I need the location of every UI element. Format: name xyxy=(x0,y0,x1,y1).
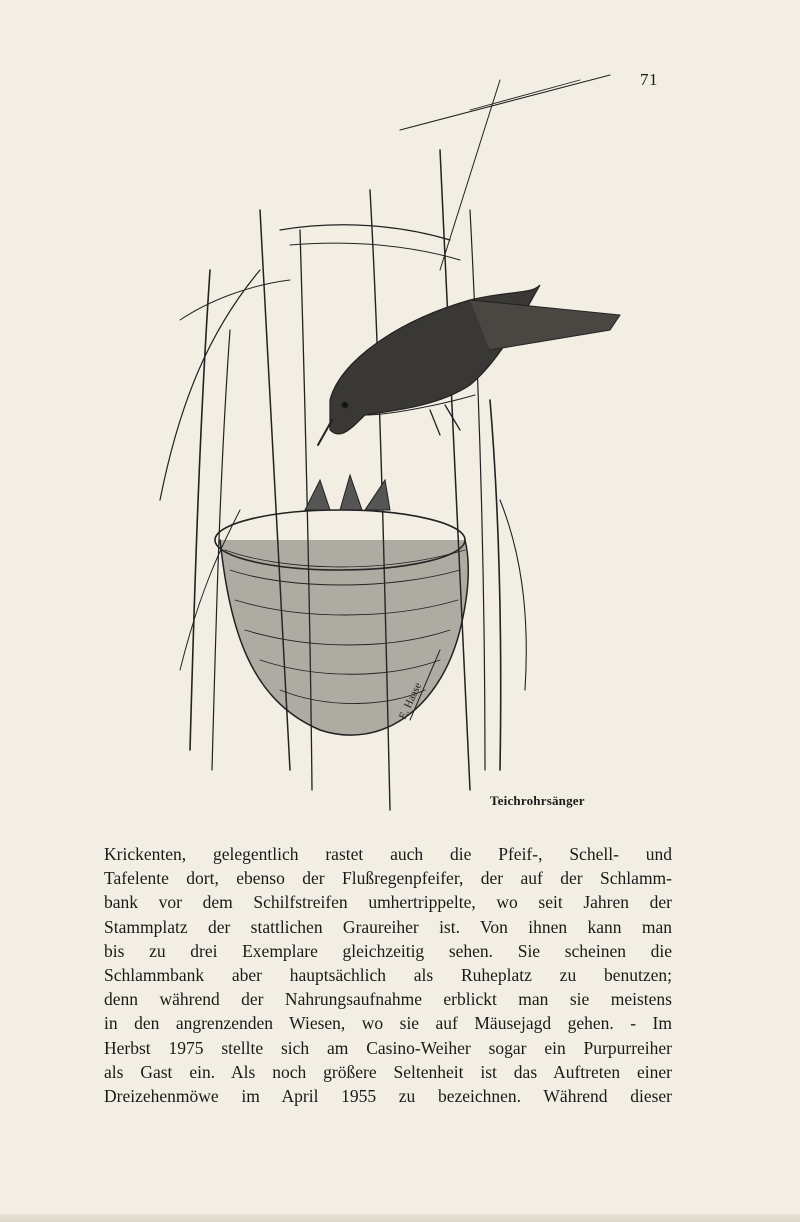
text-line: Herbst 1975 stellte sich am Casino-Weiher sogar ein Purpurreiher xyxy=(104,1037,672,1058)
artist-signature: E. Haase xyxy=(396,680,425,722)
text-line: Tafelente dort, ebenso der Flußregenpfeifer, der auf der Schlamm- xyxy=(104,868,672,889)
reed-warbler-nest-illustration xyxy=(140,70,640,840)
page-bottom-edge xyxy=(0,1214,800,1222)
page-number: 71 xyxy=(640,70,658,89)
figure-caption: Teichrohrsänger xyxy=(490,793,585,808)
text-line: denn während der Nahrungsaufnahme erblickt man sie meistens xyxy=(104,989,672,1010)
text-line: bis zu drei Exemplare gleichzeitig sehen. Sie scheinen die xyxy=(104,940,672,961)
text-line: als Gast ein. Als noch größere Seltenheit ist das Auftreten einer xyxy=(104,1061,672,1082)
text-line: Dreizehenmöwe im April 1955 zu bezeichnen. Während dieser xyxy=(104,1086,672,1107)
text-line: in den angrenzenden Wiesen, wo sie auf Mäusejagd gehen. - Im xyxy=(104,1013,672,1034)
text-line: Schlammbank aber hauptsächlich als Ruheplatz zu benutzen; xyxy=(104,965,672,986)
body-paragraph xyxy=(104,842,672,1108)
text-line: bank vor dem Schilfstreifen umhertrippelte, wo seit Jahren der xyxy=(104,892,672,913)
text-line: Krickenten, gelegentlich rastet auch die Pfeif-, Schell- und xyxy=(104,844,672,864)
text-line: Stammplatz der stattlichen Graureiher ist. Von ihnen kann man xyxy=(104,916,672,937)
